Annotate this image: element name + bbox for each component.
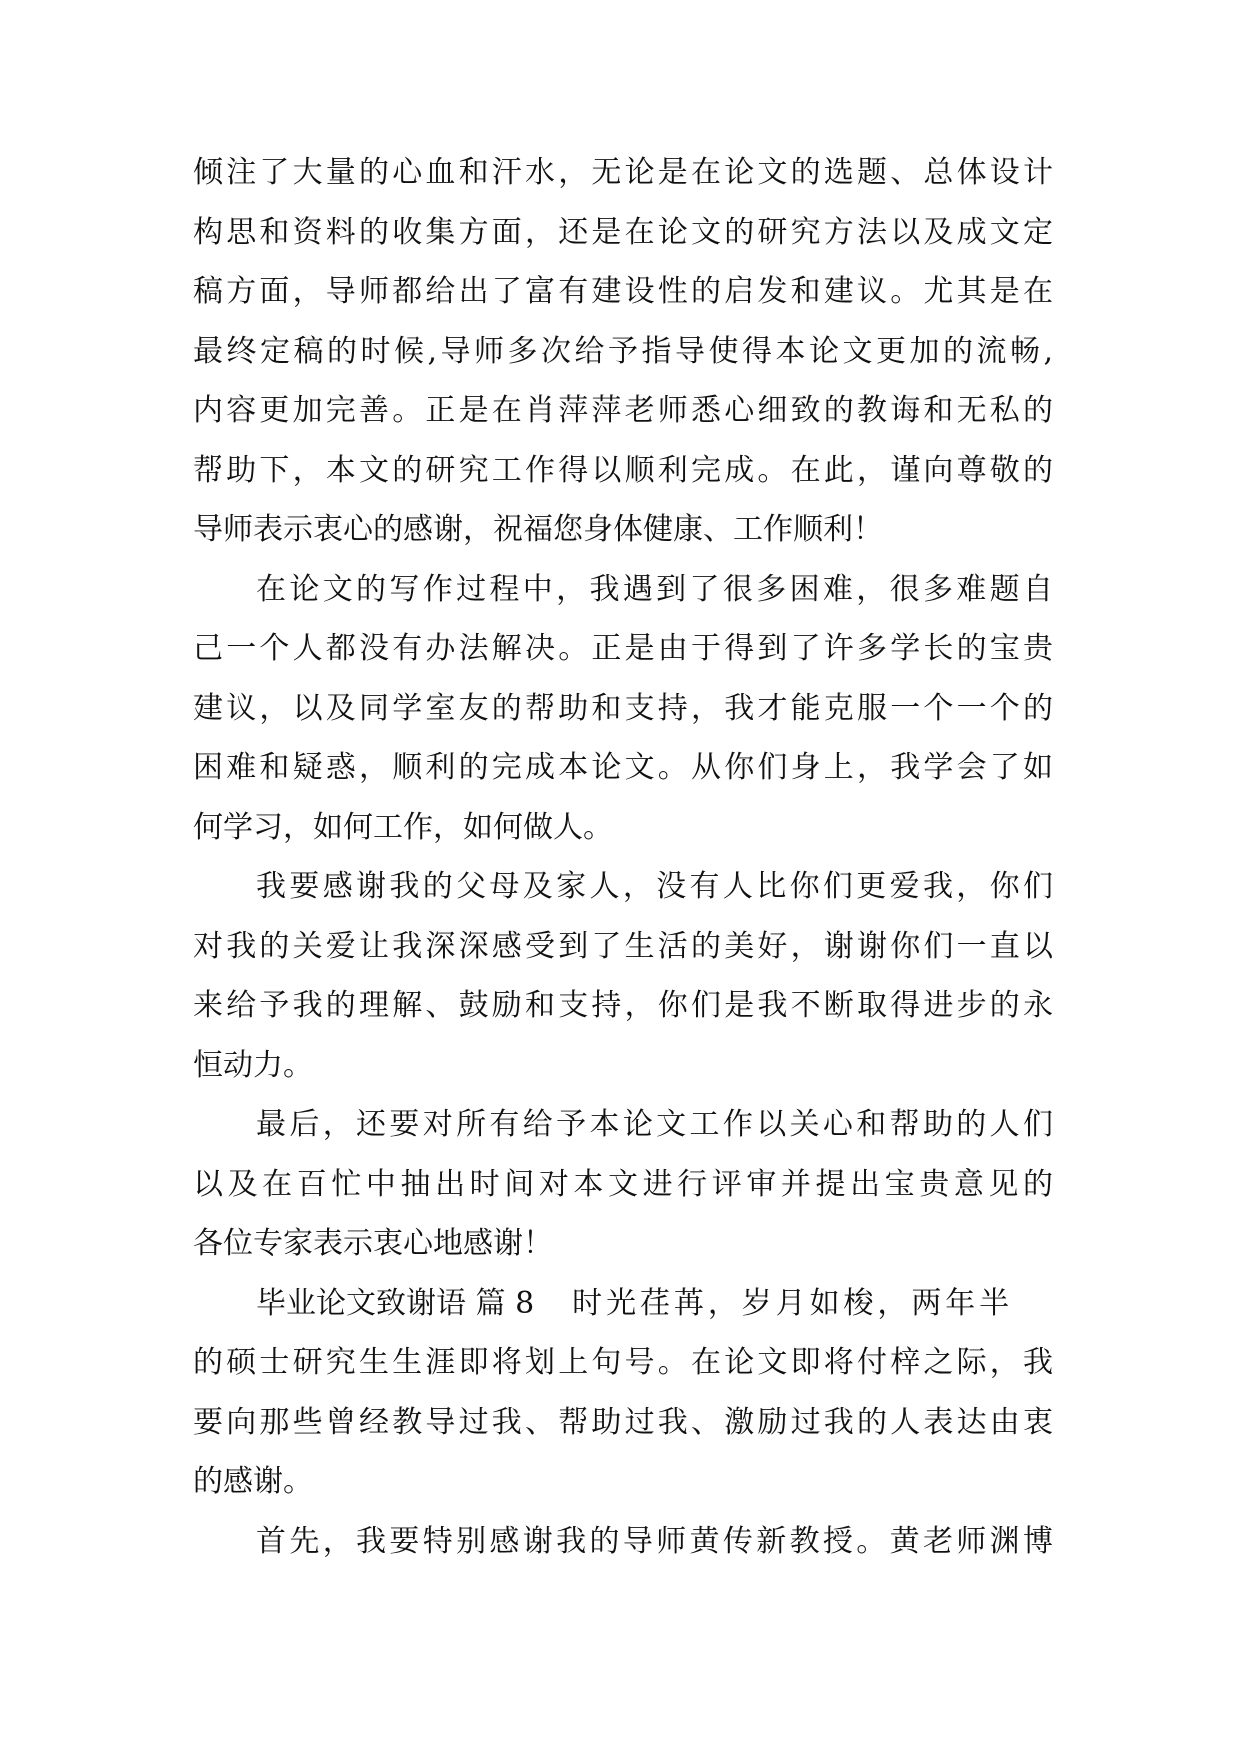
text-line: 稿方面，导师都给出了富有建设性的启发和建议。尤其是在 [193, 274, 1053, 309]
text-line: 倾注了大量的心血和汗水，无论是在论文的选题、总体设计 [193, 155, 1053, 190]
text-line: 的硕士研究生生涯即将划上句号。在论文即将付梓之际，我 [193, 1345, 1053, 1380]
text-line: 在论文的写作过程中，我遇到了很多困难，很多难题自 [256, 572, 1053, 607]
text-line: 首先，我要特别感谢我的导师黄传新教授。黄老师渊博 [256, 1524, 1053, 1559]
text-line: 来给予我的理解、鼓励和支持，你们是我不断取得进步的永 [193, 988, 1053, 1023]
section-heading: 毕业论文致谢语 篇 8 [256, 1286, 535, 1321]
text-line: 何学习，如何工作，如何做人。 [193, 810, 613, 845]
text-line: 最终定稿的时候,导师多次给予指导使得本论文更加的流畅, [193, 334, 1053, 369]
text-line: 我要感谢我的父母及家人，没有人比你们更爱我，你们 [256, 869, 1053, 904]
text-line: 时光荏苒，岁月如梭，两年半 [572, 1286, 1010, 1321]
text-line: 恒动力。 [193, 1048, 313, 1083]
text-line: 帮助下，本文的研究工作得以顺利完成。在此，谨向尊敬的 [193, 453, 1053, 488]
text-line: 内容更加完善。正是在肖萍萍老师悉心细致的教诲和无私的 [193, 393, 1053, 428]
text-line: 各位专家表示衷心地感谢！ [193, 1226, 553, 1261]
text-line: 的感谢。 [193, 1464, 313, 1499]
text-line: 对我的关爱让我深深感受到了生活的美好，谢谢你们一直以 [193, 929, 1053, 964]
text-line: 己一个人都没有办法解决。正是由于得到了许多学长的宝贵 [193, 631, 1053, 666]
text-line: 建议，以及同学室友的帮助和支持，我才能克服一个一个的 [193, 691, 1053, 726]
text-line: 构思和资料的收集方面，还是在论文的研究方法以及成文定 [193, 215, 1053, 250]
section-heading-line [256, 1279, 1053, 1329]
text-line: 要向那些曾经教导过我、帮助过我、激励过我的人表达由衷 [193, 1405, 1053, 1440]
text-line: 导师表示衷心的感谢，祝福您身体健康、工作顺利！ [193, 512, 883, 547]
text-line: 以及在百忙中抽出时间对本文进行评审并提出宝贵意见的 [193, 1167, 1053, 1202]
text-line: 最后，还要对所有给予本论文工作以关心和帮助的人们 [256, 1107, 1053, 1142]
text-line: 困难和疑惑，顺利的完成本论文。从你们身上，我学会了如 [193, 750, 1053, 785]
